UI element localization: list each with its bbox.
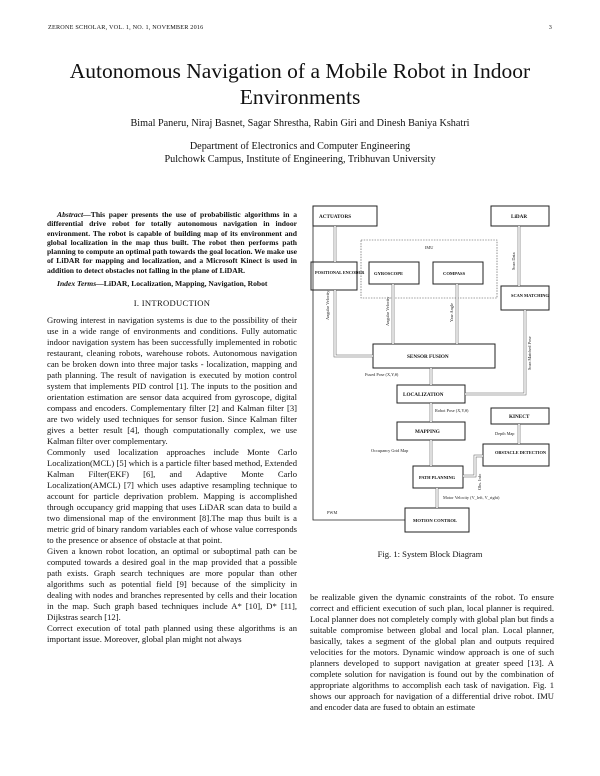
depth-map-label: Depth Map [495,431,515,436]
scan-matched-pose-label: Scan Matched Pose [527,336,532,370]
affiliation [40,140,560,166]
journal-info: ZERONE SCHOLAR, VOL. 1, NO. 1, NOVEMBER 2016 [48,24,204,31]
compass-label: COMPASS [443,271,466,276]
actuators-label: ACTUATORS [319,214,352,220]
system-block-diagram [305,200,555,540]
index-terms-text: —LiDAR, Localization, Mapping, Navigation, Robot [96,279,268,289]
sensor-fusion-label: SENSOR FUSION [407,354,449,360]
affiliation-campus: Pulchowk Campus, Institute of Engineering, Tribhuvan University [164,154,436,165]
mapping-label: MAPPING [415,429,440,435]
index-terms [47,279,297,288]
gyro-angular-velocity-label: Angular Velocity [385,296,390,326]
left-column [47,210,297,645]
lidar-label: LiDAR [511,214,528,220]
abstract-label: Abstract [57,210,84,219]
robot-pose-label: Robot Pose (X,Y,θ) [435,408,469,413]
compass-yaw-label: Yaw Angle [449,302,454,322]
gyroscope-label: GYROSCOPE [374,271,404,276]
scan-matching-label: SCAN MATCHING [511,293,549,298]
pwm-label: PWM [327,510,338,515]
motor-velocity-label: Motor Velocity (V_left, V_right) [443,495,500,500]
intro-paragraph-2: Commonly used localization approaches include Monte Carlo Localization(MCL) [5] which is a particle filter based method, Extended Kalman Filter(EKF) [6], and Adaptive Monte Carlo Localization(AMCL) [7] which uses adaptive resampling technique to account for particle deprivation problem. Mapping is accomplished through occupancy grid mapping that uses LiDAR scan data to build a two dimensional map of the environment [8].The map thus built is a metric grid of binary random variables each of whose value corresponds to the presence or absence of obstacle at that point. [47,447,297,546]
positional-encoder-label: POSITIONAL ENCODER [315,270,365,275]
localization-label: LOCALIZATION [403,392,444,398]
intro-paragraph-4-continued: be realizable given the dynamic constraints of the robot. To ensure correct and efficient execution of such plan, local planner is required. Local planner does not completely comply with global plan but finds a suitable compromise between global and local plan. Local planner, basically, takes a segment of the global plan and outputs required velocities for the motors. Dynamic window approach is one of such planners developed to support navigation at greater speed [13]. A complete solution for navigation is found out by the combination of appropriate algorithms to accomplish each task of navigation. Fig. 1 shows our approach for navigation of a differential drive robot. IMU and encoder data are fused to obtain an estimate [310,592,554,712]
imu-label: IMU [425,245,434,250]
positional-encoder-block [311,262,357,290]
intro-paragraph-3: Given a known robot location, an optimal or suboptimal path can be computed towards a desired goal in the map provided that a possible path exists. Graph search techniques are more popular than other algorithms such as potential field [9] because of the simplicity in dealing with nodes and branches represented by cells and their location in the map. Such graph based techniques include A* [10], D* [11], Dijkstras search [12]. [47,546,297,623]
running-head [48,24,552,34]
abstract-text: —This paper presents the use of probabilistic algorithms in a differential drive robot for totally autonomous navigation in indoor environment. The robot is capable of building map of its environment and global localization in the map thus built. The robot then performs path planning to compute an optimal path towards the goal location. We make use of LiDAR for mapping and localization, and a Microsoft Kinect is used in addition to detect obstacles not falling in the plane of LiDAR. [47,210,297,275]
section-heading-introduction: I. INTRODUCTION [133,298,211,309]
encoder-angular-velocity-label: Angular Velocity [325,290,330,320]
obstacle-detection-block [483,444,549,466]
intro-paragraph-1: Growing interest in navigation systems is due to the possibility of their use in a wide range of environments and conditions. Fully automatic indoor navigation system has been successfully implemented in robotic restaurant, cleaning robots, warehouse robots. Autonomous navigation can be broken down into three major tasks - localization, mapping and path planning. The result of navigation is executed by motion control system that implements PID control [1]. The inputs to the position and orientation estimation are sensor data acquired from gyroscope, digital compass and encoders. Complementary filter [2] and Kalman filter [3] are two widely used techniques for sensor fusion. Since Kalman filter gives a better result [4], though computationally complex, we use Kalman filter over complementary. [47,315,297,447]
page-number: 3 [548,24,552,31]
obstacle-detection-label: OBSTACLE DETECTION [495,450,547,455]
figure-caption: Fig. 1: System Block Diagram [377,549,483,559]
scan-matching-block [501,286,549,310]
occupancy-grid-label: Occupancy Grid Map [371,448,409,453]
abstract [47,210,297,275]
obstacle-info-label: Obs. Info [477,473,482,490]
paper-authors: Bimal Paneru, Niraj Basnet, Sagar Shrestha, Rabin Giri and Dinesh Baniya Kshatri [130,118,470,129]
index-terms-label: Index Terms [57,279,97,289]
affiliation-department: Department of Electronics and Computer Engineering [189,141,411,152]
motion-control-label: MOTION CONTROL [413,518,458,523]
kinect-label: KINECT [509,414,530,420]
intro-paragraph-4: Correct execution of total path planned using these algorithms is an important issue. Moreover, global plan might not always [47,623,297,645]
paper-title: Autonomous Navigation of a Mobile Robot in Indoor Environments [69,59,531,109]
path-planning-label: PATH PLANNING [419,475,456,480]
fused-pose-label: Fused Pose (X,Y,θ) [365,372,399,377]
right-column-text [310,592,554,713]
lidar-scan-data-label: Scan Data [511,252,516,270]
